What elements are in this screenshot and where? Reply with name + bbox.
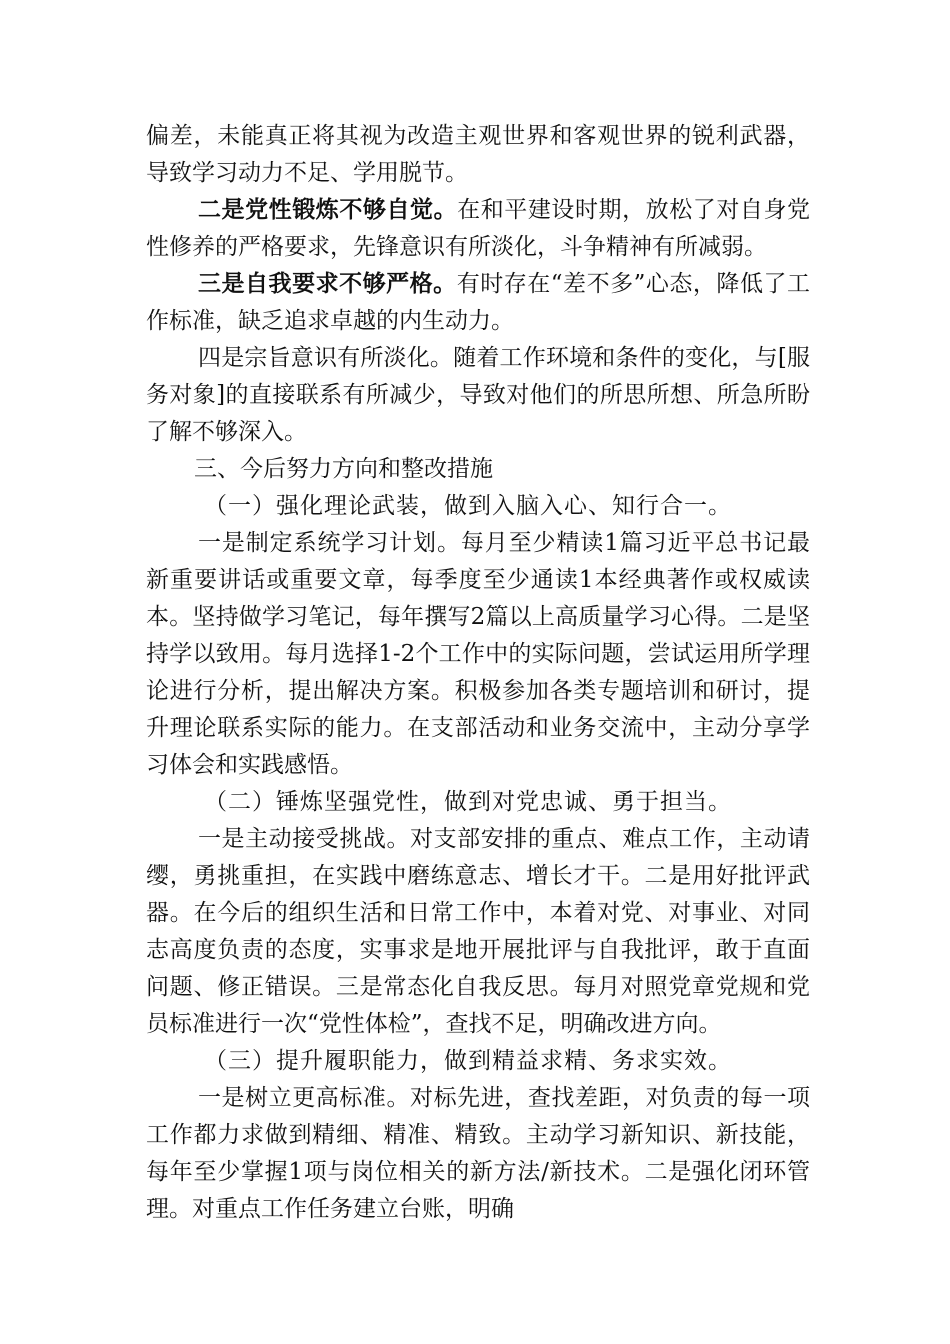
subsection-body-1: 一是制定系统学习计划。每月至少精读1篇习近平总书记最新重要讲话或重要文章，每季度至少通读1本经典著作或权威读本。坚持做学习笔记，每年撰写2篇以上高质量学习心得。二是坚持学以致用。每月选择1-2个工作中的实际问题，尝试运用所学理论进行分析，提出解决方案。积极参加各类专题培训和研讨，提升理论联系实际的能力。在支部活动和业务交流中，主动分享学习体会和实践感悟。 [146, 530, 810, 778]
paragraph-body: 在和平建设时期，放松了对自身党性修养的严格要求，先锋意识有所淡化，斗争精神有所减弱。 [146, 197, 811, 260]
subsection-heading-2: （二）锤炼坚强党性，做到对党忠诚、勇于担当。 [204, 789, 732, 815]
document-page [146, 118, 810, 1228]
paragraph-purpose-awareness: 四是宗旨意识有所淡化。随着工作环境和条件的变化，与[服务对象]的直接联系有所减少，导致对他们的所思所想、所急所盼了解不够深入。 [146, 345, 810, 445]
subsection-heading-1: （一）强化理论武装，做到入脑入心、知行合一。 [204, 493, 732, 519]
paragraph-self-requirement [146, 266, 810, 340]
section-heading: 三、今后努力方向和整改措施 [194, 456, 493, 482]
paragraph-party-spirit [146, 192, 810, 266]
paragraph-continuation: 偏差，未能真正将其视为改造主观世界和客观世界的锐利武器，导致学习动力不足、学用脱节。 [146, 123, 810, 186]
paragraph-lead: 二是党性锻炼不够自觉。 [198, 197, 458, 223]
subsection-body-2: 一是主动接受挑战。对支部安排的重点、难点工作，主动请缨，勇挑重担，在实践中磨练意志、增长才干。二是用好批评武器。在今后的组织生活和日常工作中，本着对党、对事业、对同志高度负责的态度，实事求是地开展批评与自我批评，敢于直面问题、修正错误。三是常态化自我反思。每月对照党章党规和党员标准进行一次“党性体检”，查找不足，明确改进方向。 [146, 826, 810, 1037]
subsection-heading-3: （三）提升履职能力，做到精益求精、务求实效。 [204, 1048, 732, 1074]
subsection-body-3: 一是树立更高标准。对标先进，查找差距，对负责的每一项工作都力求做到精细、精准、精致。主动学习新知识、新技能，每年至少掌握1项与岗位相关的新方法/新技术。二是强化闭环管理。对重点工作任务建立台账，明确 [146, 1085, 810, 1222]
paragraph-lead: 三是自我要求不够严格。 [198, 271, 457, 297]
paragraph-body: 有时存在“差不多”心态，降低了工作标准，缺乏追求卓越的内生动力。 [146, 271, 810, 334]
